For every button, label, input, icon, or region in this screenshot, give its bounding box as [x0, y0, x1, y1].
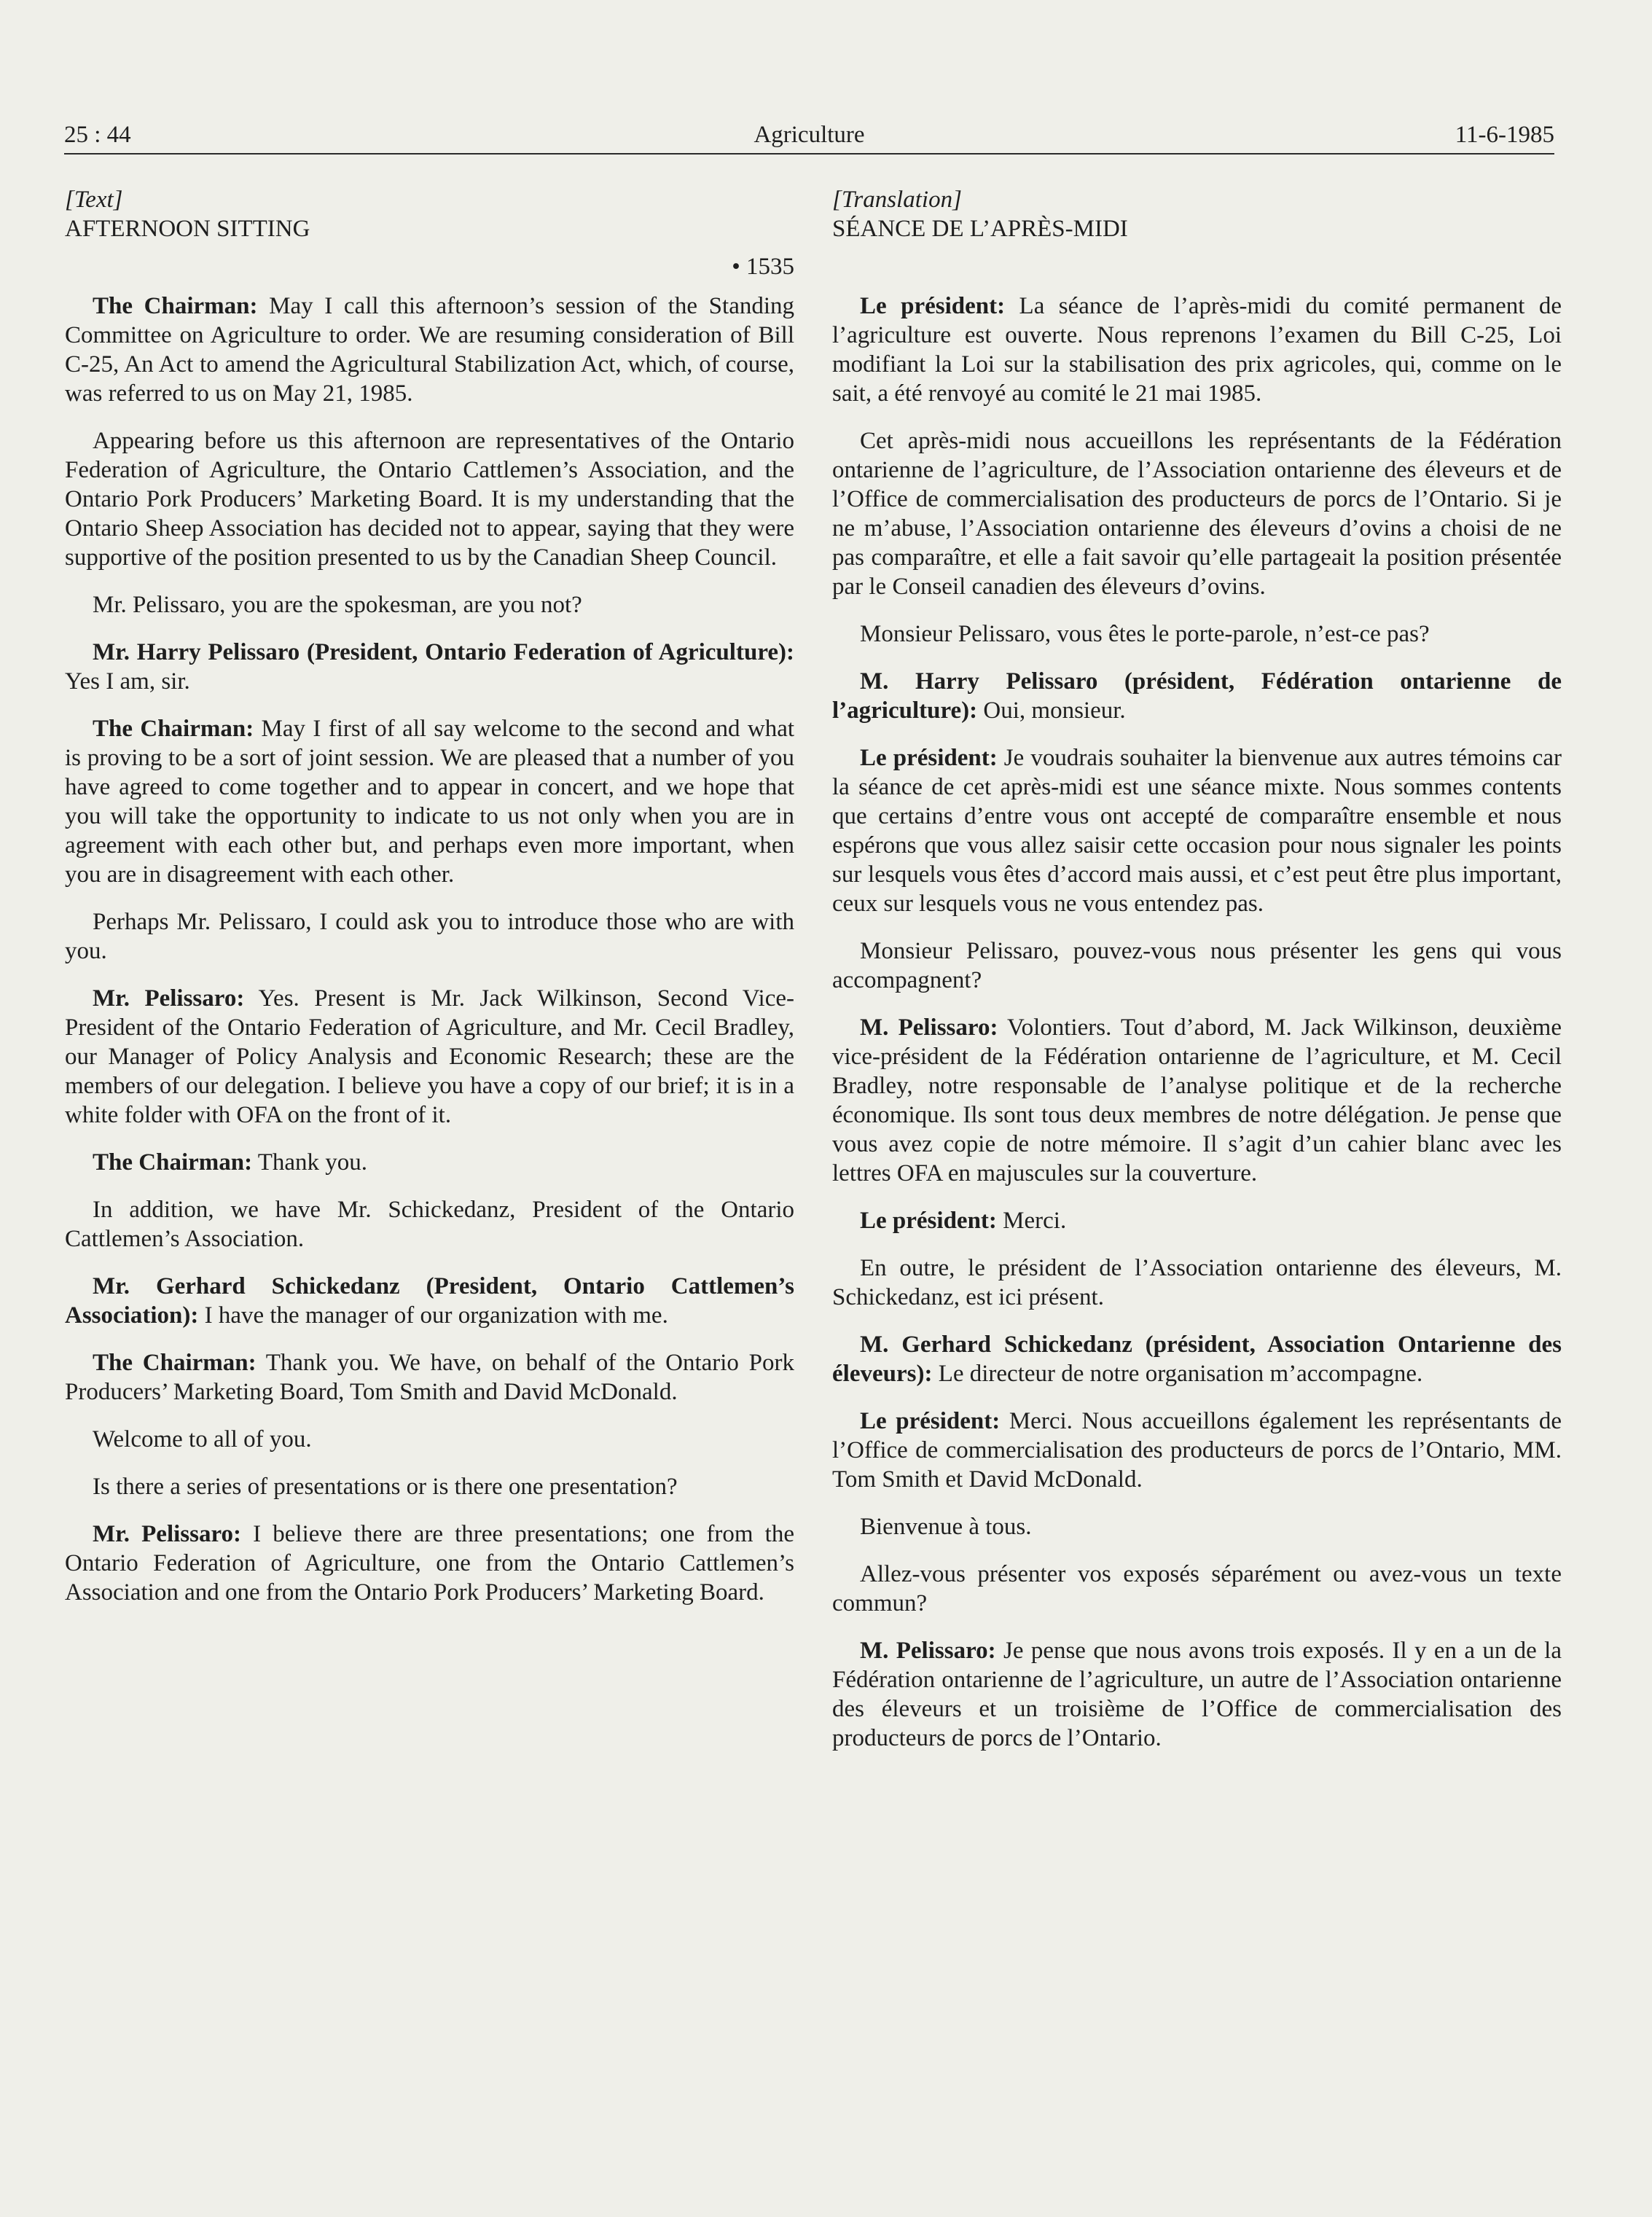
- speaker-label: Mr. Gerhard Schickedanz (President, Ontario Cattlemen’s Association):: [65, 1273, 794, 1329]
- speaker-label: Mr. Pelissaro:: [93, 985, 245, 1012]
- paragraph-text: Je pense que nous avons trois exposés. Il y en a un de la Fédération ontarienne de l’agriculture, un autre de l’Association ontarienne des éleveurs et un troisième de l’Office de commercialisation des producteurs de porcs de l’Ontario.: [832, 1638, 1562, 1751]
- paragraph: [65, 292, 794, 408]
- speaker-label: Le président:: [860, 1408, 1001, 1434]
- paragraph-text: I have the manager of our organization with me.: [198, 1302, 668, 1329]
- paragraph: [65, 907, 794, 966]
- speaker-label: M. Harry Pelissaro (président, Fédération ontarienne de l’agriculture):: [832, 668, 1562, 724]
- paragraph: [832, 1206, 1562, 1235]
- paragraph: [65, 1148, 794, 1177]
- paragraph: [832, 1330, 1562, 1388]
- paragraph-text: Welcome to all of you.: [93, 1426, 312, 1452]
- paragraph: [832, 1560, 1562, 1618]
- paragraph-text: Le directeur de notre organisation m’accompagne.: [932, 1361, 1423, 1387]
- issue-date: 11-6-1985: [1455, 122, 1554, 148]
- speaker-label: Mr. Harry Pelissaro (President, Ontario Federation of Agriculture):: [93, 639, 794, 665]
- paragraph: [832, 1512, 1562, 1541]
- paragraph: [832, 292, 1562, 408]
- speaker-label: The Chairman:: [93, 1350, 257, 1376]
- text-marker: [Text]: [65, 187, 123, 213]
- paragraph: [65, 426, 794, 572]
- translation-marker: [Translation]: [832, 187, 962, 213]
- paragraph-text: Monsieur Pelissaro, vous êtes le porte-parole, n’est-ce pas?: [860, 621, 1430, 647]
- speaker-label: The Chairman:: [93, 716, 254, 742]
- section-heading-fr: SÉANCE DE L’APRÈS-MIDI: [832, 216, 1128, 242]
- paragraph-text: Cet après-midi nous accueillons les représentants de la Fédération ontarienne de l’agriculture, de l’Association ontarienne des éleveurs et de l’Office de commercialisation des producteurs de porcs de l’Ontario. Si je ne m’abuse, l’Association ontarienne des éleveurs d’ovins a choisi de ne pas comparaître, et elle a fait savoir qu’elle partageait la position présentée par le Conseil canadien des éleveurs d’ovins.: [832, 428, 1562, 600]
- french-paragraphs: [832, 292, 1562, 1753]
- time-stamp: • 1535: [732, 254, 794, 280]
- speaker-label: The Chairman:: [93, 293, 258, 319]
- paragraph: [65, 638, 794, 696]
- paragraph-text: Appearing before us this afternoon are representatives of the Ontario Federation of Agriculture, the Ontario Cattlemen’s Association, and the Ontario Pork Producers’ Marketing Board. It is my understanding that the Ontario Sheep Association has decided not to appear, saying that they were supportive of the position presented to us by the Canadian Sheep Council.: [65, 428, 794, 571]
- french-column: [832, 185, 1562, 1771]
- paragraph-text: Yes. Present is Mr. Jack Wilkinson, Second Vice-President of the Ontario Federation of Agriculture, and Mr. Cecil Bradley, our Manager of Policy Analysis and Economic Research; these are the members of our delegation. I believe you have a copy of our brief; it is in a white folder with OFA on the front of it.: [65, 985, 794, 1128]
- column-spacer: [832, 243, 1562, 292]
- paragraph: [832, 619, 1562, 649]
- speaker-label: Mr. Pelissaro:: [93, 1521, 242, 1547]
- running-header: [64, 117, 1554, 155]
- paragraph: [832, 1254, 1562, 1312]
- paragraph: [65, 1425, 794, 1454]
- paragraph-text: I believe there are three presentations; one from the Ontario Federation of Agriculture, one from the Ontario Cattlemen’s Association and one from the Ontario Pork Producers’ Marketing Board.: [65, 1521, 794, 1606]
- paragraph: [65, 1195, 794, 1254]
- paragraph-text: En outre, le président de l’Association ontarienne des éleveurs, M. Schickedanz, est ici présent.: [832, 1255, 1562, 1310]
- paragraph-text: Thank you. We have, on behalf of the Ontario Pork Producers’ Marketing Board, Tom Smith and David McDonald.: [65, 1350, 794, 1405]
- paragraph-text: May I first of all say welcome to the second and what is proving to be a sort of joint session. We are pleased that a number of you have agreed to come together and to appear in concert, and we hope that you will take the opportunity to indicate to us not only when you are in agreement with each other but, and perhaps even more important, when you are in disagreement with each other.: [65, 716, 795, 888]
- paragraph-text: Is there a series of presentations or is there one presentation?: [93, 1474, 678, 1500]
- paragraph: [65, 1348, 794, 1407]
- paragraph: [832, 1636, 1562, 1753]
- english-column: [65, 185, 794, 1625]
- paragraph: [832, 667, 1562, 725]
- paragraph: [832, 1407, 1562, 1494]
- paragraph: [65, 590, 794, 619]
- section-heading: AFTERNOON SITTING: [65, 216, 310, 242]
- paragraph-text: In addition, we have Mr. Schickedanz, President of the Ontario Cattlemen’s Association.: [65, 1197, 794, 1252]
- paragraph-text: Bienvenue à tous.: [860, 1514, 1032, 1540]
- speaker-label: Le président:: [860, 745, 998, 771]
- paragraph-text: Thank you.: [252, 1149, 368, 1176]
- paragraph-text: Merci. Nous accueillons également les représentants de l’Office de commercialisation des producteurs de porcs de l’Ontario, MM. Tom Smith et David McDonald.: [832, 1408, 1562, 1493]
- paragraph-text: Allez-vous présenter vos exposés séparément ou avez-vous un texte commun?: [832, 1561, 1562, 1616]
- paragraph: [65, 1520, 794, 1607]
- english-paragraphs: [65, 292, 794, 1607]
- paragraph-text: Mr. Pelissaro, you are the spokesman, are you not?: [93, 592, 582, 618]
- speaker-label: Le président:: [860, 1208, 997, 1234]
- paragraph: [832, 743, 1562, 918]
- paragraph: [832, 426, 1562, 601]
- paragraph-text: Perhaps Mr. Pelissaro, I could ask you to introduce those who are with you.: [65, 909, 794, 964]
- paragraph-text: Monsieur Pelissaro, pouvez-vous nous présenter les gens qui vous accompagnent?: [832, 938, 1562, 993]
- speaker-label: M. Pelissaro:: [860, 1014, 998, 1041]
- paragraph-text: Volontiers. Tout d’abord, M. Jack Wilkinson, deuxième vice-président de la Fédération ontarienne de l’agriculture, et M. Cecil Bradley, notre responsable de l’analyse politique et de la recherche économique. Ils sont tous deux membres de notre délégation. Je pense que vous avez copie de notre mémoire. Il s’agit d’un cahier blanc avec les lettres OFA en majuscules sur la couverture.: [832, 1014, 1562, 1186]
- publication-title: Agriculture: [753, 122, 865, 148]
- paragraph-text: Merci.: [996, 1208, 1067, 1234]
- paragraph: [832, 937, 1562, 995]
- paragraph-text: Oui, monsieur.: [977, 697, 1126, 724]
- paragraph: [65, 1272, 794, 1330]
- paragraph-text: Yes I am, sir.: [65, 668, 190, 695]
- page-reference: 25 : 44: [64, 122, 131, 148]
- paragraph-text: May I call this afternoon’s session of the Standing Committee on Agriculture to order. We are resuming consideration of Bill C-25, An Act to amend the Agricultural Stabilization Act, which, of course, was referred to us on May 21, 1985.: [65, 293, 795, 407]
- paragraph-text: La séance de l’après-midi du comité permanent de l’agriculture est ouverte. Nous reprenons l’examen du Bill C-25, Loi modifiant la Loi sur la stabilisation des prix agricoles, qui, comme on le sait, a été renvoyé au comité le 21 mai 1985.: [832, 293, 1562, 407]
- speaker-label: The Chairman:: [93, 1149, 253, 1176]
- paragraph: [65, 984, 794, 1130]
- speaker-label: Le président:: [860, 293, 1006, 319]
- speaker-label: M. Gerhard Schickedanz (président, Association Ontarienne des éleveurs):: [832, 1332, 1562, 1387]
- paragraph-text: Je voudrais souhaiter la bienvenue aux autres témoins car la séance de cet après-midi est une séance mixte. Nous sommes contents que certains d’entre vous ont accepté de comparaître ensemble et nous espérons que vous allez saisir cette occasion pour nous signaler les points sur lesquels vous êtes d’accord mais aussi, et c’est peut être plus important, ceux sur lesquels vous ne vous entendez pas.: [832, 745, 1562, 917]
- paragraph: [65, 1472, 794, 1501]
- paragraph: [832, 1013, 1562, 1188]
- speaker-label: M. Pelissaro:: [860, 1638, 996, 1664]
- paragraph: [65, 714, 794, 889]
